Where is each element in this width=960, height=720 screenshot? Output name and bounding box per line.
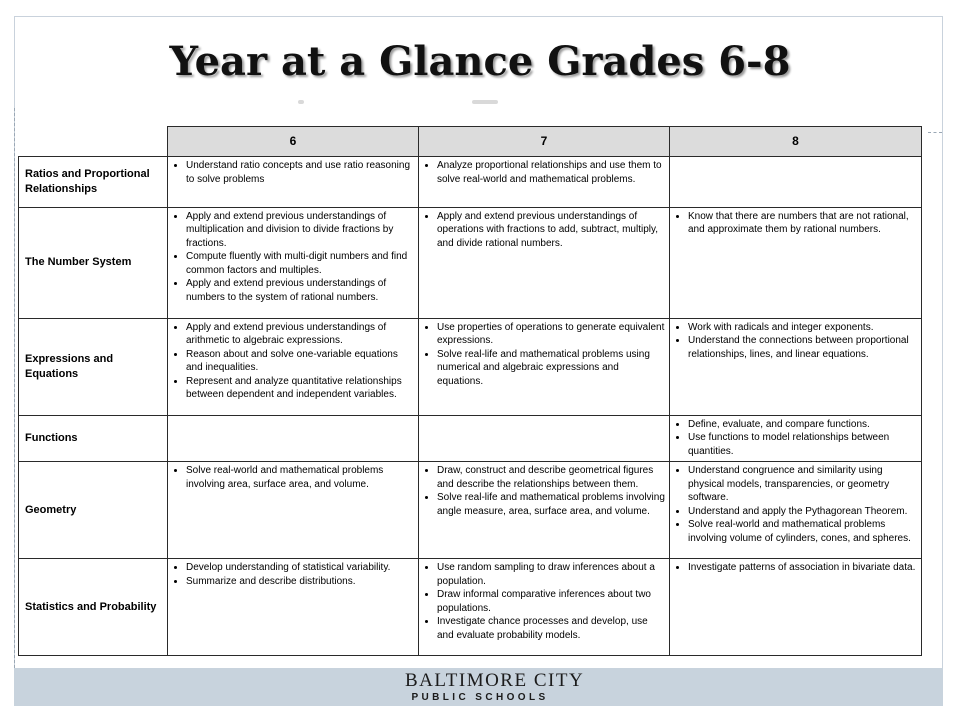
- strand-label: Statistics and Probability: [19, 559, 168, 656]
- standard-item: • Use random sampling to draw inferences about a population.: [437, 561, 665, 588]
- standard-item: • Apply and extend previous understandings of operations with fractions to add, subtract, multiply, and divide rational numbers.: [437, 210, 665, 251]
- page-title: Year at a Glance Grades 6-8: [169, 38, 791, 85]
- standards-list: [674, 418, 917, 459]
- grade-7-cell: [419, 462, 670, 559]
- standard-item: • Understand ratio concepts and use ratio reasoning to solve problems: [186, 159, 414, 186]
- strand-row-geometry: [19, 462, 922, 559]
- standards-list: [674, 464, 917, 545]
- strand-label: Geometry: [19, 462, 168, 559]
- grade-header-row: [19, 127, 922, 157]
- grade-6-cell: [168, 415, 419, 461]
- standard-item: • Use functions to model relationships between quantities.: [688, 431, 917, 458]
- standards-list: [423, 210, 665, 251]
- standard-item: • Use properties of operations to generate equivalent expressions.: [437, 321, 665, 348]
- standard-item: • Understand congruence and similarity using physical models, transparencies, or geometry software.: [688, 464, 917, 505]
- standard-item: • Apply and extend previous understandings of numbers to the system of rational numbers.: [186, 277, 414, 304]
- standard-item: • Solve real-world and mathematical problems involving area, surface area, and volume.: [186, 464, 414, 491]
- grade-8-cell: [670, 157, 922, 208]
- standards-list: [674, 561, 917, 575]
- grade-6-cell: [168, 559, 419, 656]
- logo-line-2: PUBLIC SCHOOLS: [411, 692, 549, 703]
- grade-8-cell: [670, 415, 922, 461]
- standard-item: • Summarize and describe distributions.: [186, 575, 414, 589]
- grade-7-cell: [419, 157, 670, 208]
- standard-item: • Understand the connections between proportional relationships, lines, and linear equations.: [688, 334, 917, 361]
- scan-artifact: [296, 100, 516, 108]
- standards-list: [172, 321, 414, 402]
- standard-item: • Analyze proportional relationships and use them to solve real-world and mathematical problems.: [437, 159, 665, 186]
- strand-row-ratios: [19, 157, 922, 208]
- standards-list: [172, 159, 414, 186]
- standard-item: • Understand and apply the Pythagorean Theorem.: [688, 505, 917, 519]
- standard-item: • Apply and extend previous understandings of multiplication and division to divide fractions by fractions.: [186, 210, 414, 251]
- standard-item: • Compute fluently with multi-digit numbers and find common factors and multiples.: [186, 250, 414, 277]
- standard-item: • Develop understanding of statistical variability.: [186, 561, 414, 575]
- strand-label: The Number System: [19, 207, 168, 318]
- strand-row-functions: [19, 415, 922, 461]
- logo-line-1: BALTIMORE CITY: [405, 670, 585, 691]
- standards-list: [423, 159, 665, 186]
- strand-row-expressions: [19, 318, 922, 415]
- standard-item: • Draw, construct and describe geometrical figures and describe the relationships between them.: [437, 464, 665, 491]
- standards-list: [172, 561, 414, 588]
- standards-list: [172, 464, 414, 491]
- grade-7-cell: [419, 207, 670, 318]
- standards-list: [423, 321, 665, 389]
- standard-item: • Work with radicals and integer exponents.: [688, 321, 917, 335]
- standard-item: • Solve real-world and mathematical problems involving volume of cylinders, cones, and spheres.: [688, 518, 917, 545]
- standards-list: [674, 210, 917, 237]
- corner-cell: [19, 127, 168, 157]
- strand-label: Ratios and Proportional Relationships: [19, 157, 168, 208]
- left-guide-rule: [14, 108, 16, 668]
- strand-row-statistics: [19, 559, 922, 656]
- grade-6-cell: [168, 318, 419, 415]
- grade-header-7: 7: [419, 127, 670, 157]
- standard-item: • Investigate patterns of association in bivariate data.: [688, 561, 917, 575]
- standards-list: [423, 464, 665, 518]
- standard-item: • Reason about and solve one-variable equations and inequalities.: [186, 348, 414, 375]
- standards-list: [172, 210, 414, 305]
- grade-header-8: 8: [670, 127, 922, 157]
- standard-item: • Define, evaluate, and compare functions.: [688, 418, 917, 432]
- standard-item: • Investigate chance processes and develop, use and evaluate probability models.: [437, 615, 665, 642]
- grade-8-cell: [670, 207, 922, 318]
- right-guide-rule: [928, 132, 942, 133]
- grade-8-cell: [670, 462, 922, 559]
- grade-8-cell: [670, 559, 922, 656]
- grade-6-cell: [168, 157, 419, 208]
- grade-header-6: 6: [168, 127, 419, 157]
- grade-6-cell: [168, 462, 419, 559]
- standard-item: • Apply and extend previous understandings of arithmetic to algebraic expressions.: [186, 321, 414, 348]
- year-at-a-glance-table: [18, 126, 922, 656]
- grade-7-cell: [419, 559, 670, 656]
- strand-label: Expressions and Equations: [19, 318, 168, 415]
- grade-7-cell: [419, 415, 670, 461]
- grade-6-cell: [168, 207, 419, 318]
- standards-list: [423, 561, 665, 642]
- grade-7-cell: [419, 318, 670, 415]
- standard-item: • Represent and analyze quantitative relationships between dependent and independent variables.: [186, 375, 414, 402]
- strand-label: Functions: [19, 415, 168, 461]
- standard-item: • Solve real-life and mathematical problems using numerical and algebraic expressions and equations.: [437, 348, 665, 389]
- strand-row-number-system: [19, 207, 922, 318]
- standards-list: [674, 321, 917, 362]
- standard-item: • Know that there are numbers that are not rational, and approximate them by rational numbers.: [688, 210, 917, 237]
- grade-8-cell: [670, 318, 922, 415]
- standard-item: • Draw informal comparative inferences about two populations.: [437, 588, 665, 615]
- baltimore-city-public-schools-logo: [405, 670, 585, 704]
- standard-item: • Solve real-life and mathematical problems involving angle measure, area, surface area, and volume.: [437, 491, 665, 518]
